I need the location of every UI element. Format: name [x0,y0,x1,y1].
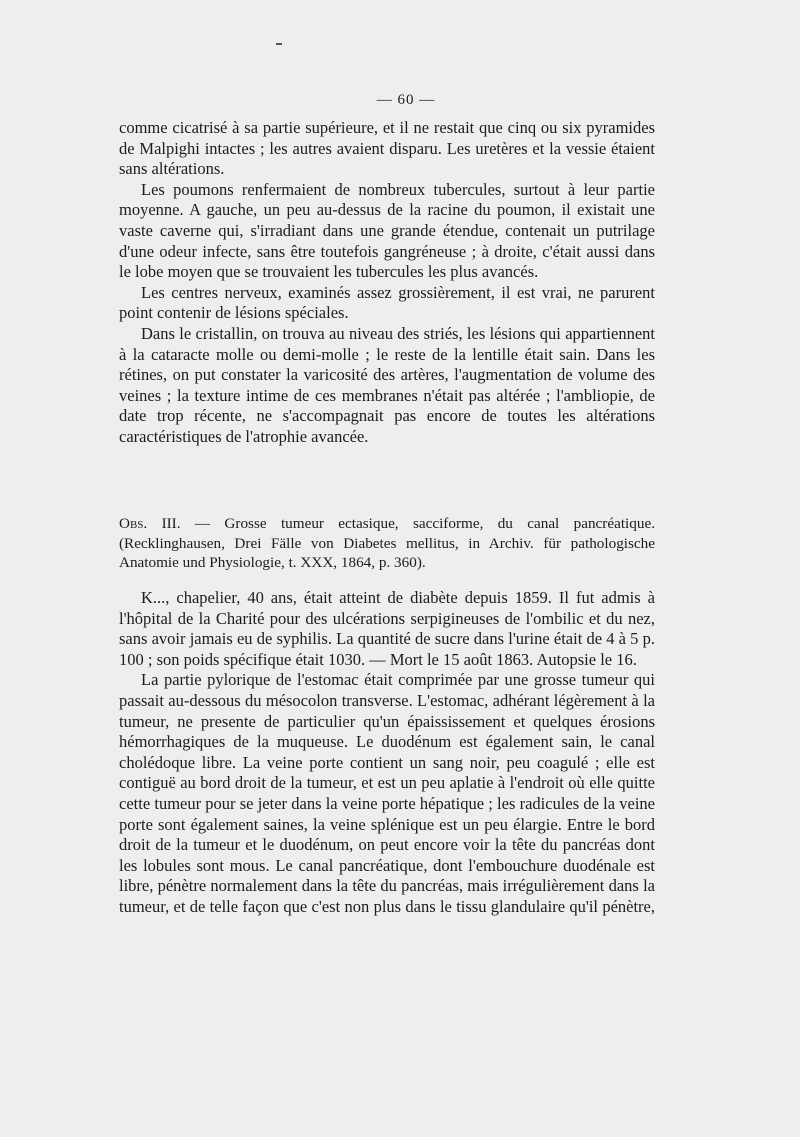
page-number: — 60 — [376,92,436,108]
autopsy-findings-block [119,118,655,448]
paragraph-pancreas: La partie pylorique de l'estomac était comprimée par une grosse tumeur qui passait au-dessous du mésocolon transverse. L'estomac, adhérant légèrement à la tumeur, ne presente de particulier qu'un épaississement et quelques érosions hémorrhagiques de la muqueuse. Le duodénum est également sain, le canal cholédoque libre. La veine porte contient un sang noir, peu coagulé ; elle est contiguë au bord droit de la tumeur, et est un peu aplatie à l'endroit où elle quitte cette tumeur pour se jeter dans la veine porte hépatique ; les radicules de la veine porte sont également saines, la veine splénique est un peu élargie. Entre le bord droit de la tumeur et le duodénum, on peut encore voir la tête du pancréas dont les lobules sont mous. Le canal pancréatique, dont l'embouchure duodénale est libre, pénètre normalement dans la tête du pancréas, mais irrégulièrement dans la tumeur, et de telle façon que c'est non plus dans le tissu glandulaire qu'il pénètre, [119,670,655,916]
observation-label: Obs. III. [119,515,181,532]
print-mark [276,43,282,45]
observation-citation: — Grosse tumeur ectasique, sacciforme, du canal pancréatique. (Recklinghausen, Drei Fälle von Diabetes mellitus, in Archiv. für pathologische Anatomie und Physiologie, t. XXX, 1864, p. 360). [119,515,655,572]
observation-heading [119,514,655,573]
paragraph-eyes: Dans le cristallin, on trouva au niveau des striés, les lésions qui appartiennent à la cataracte molle ou demi-molle ; le reste de la lentille était sain. Dans les rétines, on put constater la varicosité des artères, l'augmentation de volume des veines ; la texture intime de ces membranes n'était pas altérée ; l'ambliopie, de date trop récente, ne s'accompagnait pas encore de toutes les altérations caractéristiques de l'atrophie avancée. [119,323,655,446]
paragraph-nervous-centers: Les centres nerveux, examinés assez grossièrement, il est vrai, ne parurent point contenir de lésions spéciales. [119,282,655,323]
paragraph-lungs: Les poumons renfermaient de nombreux tubercules, surtout à leur partie moyenne. A gauche, un peu au-dessus de la racine du poumon, il existait une vaste caverne qui, s'irradiant dans une grande étendue, contenait un putrilage d'une odeur infecte, sans être toutefois gangréneuse ; à droite, c'était aussi dans le lobe moyen que se trouvaient les tubercules les plus avancés. [119,179,655,282]
paragraph-patient: K..., chapelier, 40 ans, était atteint de diabète depuis 1859. Il fut admis à l'hôpital de la Charité pour des ulcérations serpigineuses de l'ombilic et du nez, sans avoir jamais eu de syphilis. La quantité de sucre dans l'urine était de 4 à 5 p. 100 ; son poids spécifique était 1030. — Mort le 15 août 1863. Autopsie le 16. [119,588,655,669]
case-description-block [119,588,655,918]
paragraph-kidneys: comme cicatrisé à sa partie supérieure, et il ne restait que cinq ou six pyramides de Malpighi intactes ; les autres avaient disparu. Les uretères et la vessie étaient sans altérations. [119,118,655,179]
